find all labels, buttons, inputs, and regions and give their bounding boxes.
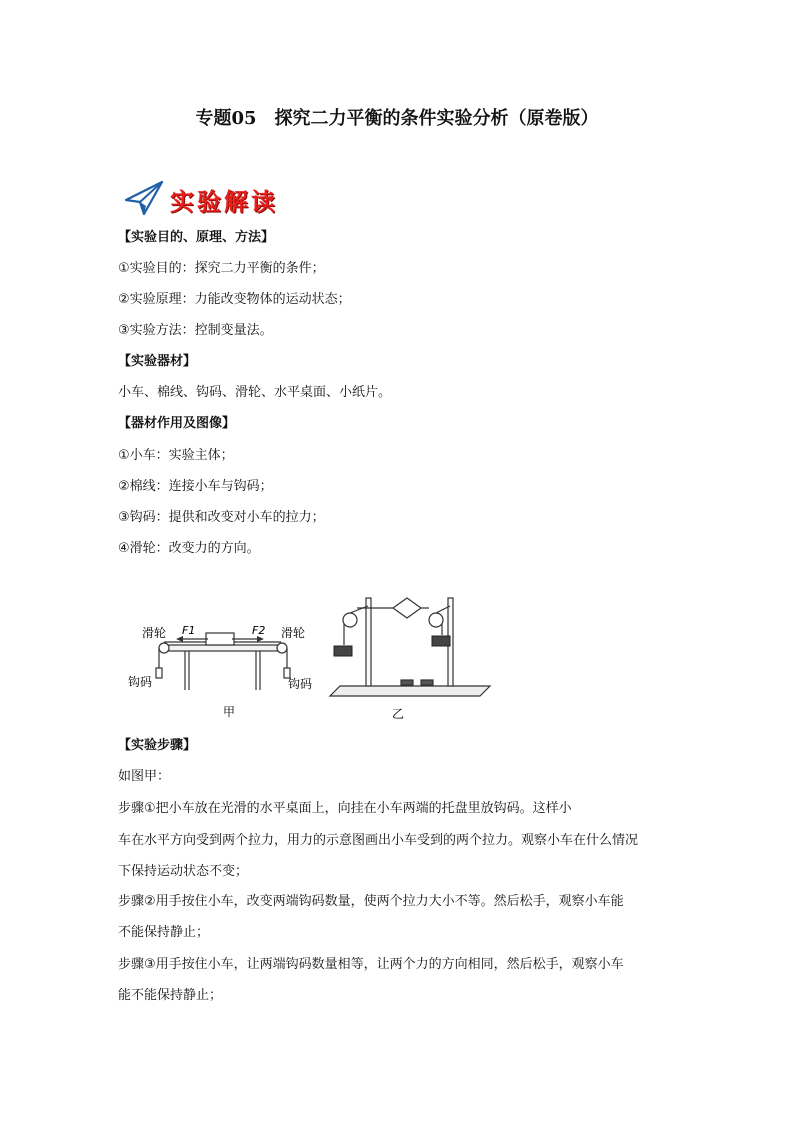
page-title: 专题05 探究二力平衡的条件实验分析（原卷版） <box>195 108 599 129</box>
step-1-line-3: 下保持运动状态不变； <box>118 864 249 879</box>
step-3-line-2: 能不能保持静止； <box>118 988 223 1003</box>
function-item-3: ③钩码：提供和改变对小车的拉力； <box>118 510 325 525</box>
function-item-1: ①小车：实验主体； <box>118 448 234 463</box>
figure-b-apparatus <box>330 598 490 696</box>
figure-a-table <box>156 633 290 690</box>
paper-plane-icon <box>124 180 164 216</box>
label-f2: F2 <box>252 624 266 637</box>
purpose-heading: 【实验目的、原理、方法】 <box>118 230 275 245</box>
label-pulley-left: 滑轮 <box>142 626 167 640</box>
section-banner <box>124 180 294 216</box>
label-weight-right: 钩码 <box>288 677 313 691</box>
weight-block-left <box>334 646 352 656</box>
caption-figure-a: 甲 <box>223 705 236 719</box>
experiment-figure <box>128 590 498 730</box>
function-item-2: ②棉线：连接小车与钩码； <box>118 479 273 494</box>
step-3-line-1: 步骤③用手按住小车，让两端钩码数量相等，让两个力的方向相同，然后松手，观察小车 <box>118 957 624 972</box>
steps-intro: 如图甲： <box>118 769 171 784</box>
step-1-line-2: 车在水平方向受到两个拉力，用力的示意图画出小车受到的两个拉力。观察小车在什么情况 <box>118 833 639 848</box>
function-item-4: ④滑轮：改变力的方向。 <box>118 541 260 556</box>
equipment-heading: 【实验器材】 <box>118 354 197 369</box>
equipment-text: 小车、棉线、钩码、滑轮、水平桌面、小纸片。 <box>118 385 392 400</box>
step-2-line-2: 不能保持静止； <box>118 925 210 940</box>
label-pulley-right: 滑轮 <box>281 626 306 640</box>
label-f1: F1 <box>182 624 196 637</box>
purpose-item-2: ②实验原理：力能改变物体的运动状态； <box>118 292 351 307</box>
function-heading: 【器材作用及图像】 <box>118 416 236 431</box>
caption-figure-b: 乙 <box>392 707 405 721</box>
weight-block-right <box>432 636 450 646</box>
step-2-line-1: 步骤②用手按住小车，改变两端钩码数量，使两个拉力大小不等。然后松手，观察小车能 <box>118 894 624 909</box>
purpose-item-1: ①实验目的：探究二力平衡的条件； <box>118 261 325 276</box>
label-weight-left: 钩码 <box>128 675 153 689</box>
purpose-item-3: ③实验方法：控制变量法。 <box>118 323 273 338</box>
steps-heading: 【实验步骤】 <box>118 738 197 753</box>
step-1-line-1: 步骤①把小车放在光滑的水平桌面上，向挂在小车两端的托盘里放钩码。这样小 <box>118 801 572 816</box>
banner-label: 实验解读 <box>170 188 278 216</box>
